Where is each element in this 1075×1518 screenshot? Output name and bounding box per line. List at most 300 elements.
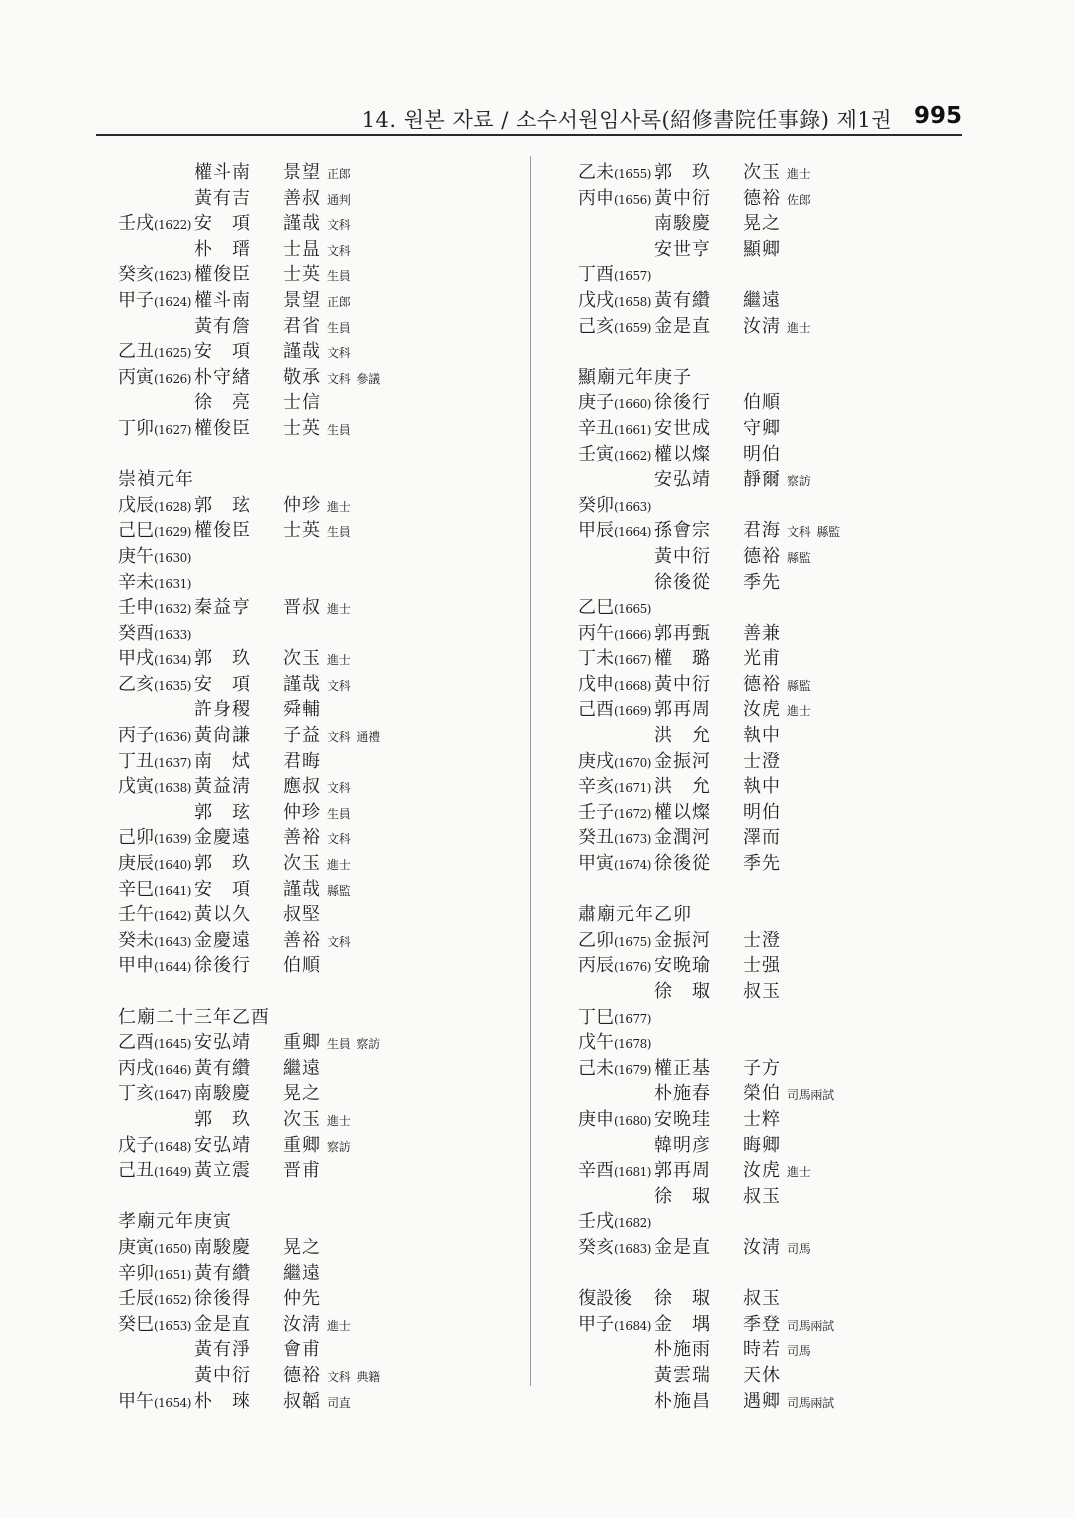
year-number: (1672) — [614, 806, 651, 821]
courtesy-name: 時若 — [743, 1339, 781, 1361]
record-line — [578, 467, 978, 493]
year-ganzhi: 戊寅 — [118, 776, 154, 798]
person-name: 金慶遠 — [194, 827, 251, 849]
record-line — [118, 1261, 518, 1287]
year-cell — [578, 928, 654, 956]
year-cell — [118, 595, 194, 623]
record-line — [578, 1005, 978, 1031]
rank-note: 文科 — [327, 832, 351, 847]
reign-heading: 崇禎元年 — [118, 469, 194, 491]
rank-note: 文科 — [327, 371, 351, 386]
person-name: 安世成 — [654, 417, 711, 439]
year-number: (1632) — [154, 602, 191, 617]
year-ganzhi: 甲申 — [118, 955, 154, 977]
year-ganzhi: 癸丑 — [578, 827, 614, 849]
year-cell — [578, 953, 654, 981]
rank-note: 生員 — [327, 1037, 351, 1052]
year-number: (1624) — [154, 294, 191, 309]
record-line — [118, 1235, 518, 1261]
person-name: 南駿慶 — [194, 1083, 251, 1105]
courtesy-name: 士英 — [283, 520, 321, 542]
record-line — [118, 1389, 518, 1415]
year-number: (1644) — [154, 960, 191, 975]
courtesy-name: 善裕 — [283, 827, 321, 849]
year-number: (1658) — [614, 294, 651, 309]
person-name: 黃尙謙 — [194, 725, 251, 747]
rank-note: 通判 — [327, 192, 351, 207]
rank-note: 正郎 — [327, 167, 351, 181]
year-ganzhi: 丙辰 — [578, 955, 614, 977]
record-line — [578, 621, 978, 647]
year-number: (1652) — [154, 1293, 191, 1308]
year-ganzhi: 癸卯 — [578, 494, 614, 516]
record-line — [578, 237, 978, 263]
year-number: (1640) — [154, 858, 191, 873]
person-name: 金 堣 — [654, 1313, 711, 1335]
year-number: (1659) — [614, 320, 651, 335]
rank-note: 進士 — [327, 1318, 351, 1333]
person-name: 金是直 — [654, 315, 711, 337]
person-name: 黃中衍 — [194, 1364, 251, 1386]
year-number: (1637) — [154, 755, 191, 770]
courtesy-name: 次玉 — [743, 162, 781, 183]
courtesy-name: 謹哉 — [283, 673, 321, 695]
year-cell — [118, 1312, 194, 1340]
record-line — [118, 1286, 518, 1312]
person-name: 黃有纘 — [194, 1262, 251, 1284]
record-line — [118, 493, 518, 519]
year-number: (1653) — [154, 1318, 191, 1333]
person-name: 徐後從 — [654, 853, 711, 875]
record-line — [578, 493, 978, 519]
person-name: 許身稷 — [194, 699, 251, 721]
courtesy-name: 善兼 — [743, 622, 781, 644]
page-number: 995 — [913, 103, 962, 129]
rank-note: 生員 — [327, 320, 351, 335]
year-ganzhi: 甲戌 — [118, 648, 154, 670]
courtesy-name: 次玉 — [283, 853, 321, 875]
year-ganzhi: 乙丑 — [118, 341, 154, 363]
record-line — [578, 1056, 978, 1082]
courtesy-name: 光甫 — [743, 648, 781, 670]
courtesy-name: 伯順 — [283, 955, 321, 977]
year-cell — [118, 1081, 194, 1109]
year-number: (1660) — [614, 397, 651, 412]
blank-line — [578, 339, 978, 365]
person-name: 朴施雨 — [654, 1339, 711, 1361]
year-number: (1680) — [614, 1113, 651, 1128]
blank-line — [118, 1184, 518, 1210]
year-ganzhi: 己巳 — [118, 520, 154, 542]
year-cell — [118, 1235, 194, 1263]
courtesy-name: 榮伯 — [743, 1083, 781, 1105]
courtesy-name: 叔玉 — [743, 1288, 781, 1310]
year-ganzhi: 庚辰 — [118, 853, 154, 875]
year-cell — [118, 1261, 194, 1289]
record-line — [578, 928, 978, 954]
column-divider — [530, 156, 531, 1386]
rank-note: 生員 — [327, 525, 351, 540]
year-ganzhi: 乙巳 — [578, 597, 614, 619]
courtesy-name: 汝淸 — [743, 1236, 781, 1258]
record-line — [118, 570, 518, 596]
year-number: (1623) — [154, 269, 191, 284]
courtesy-name: 明伯 — [743, 801, 781, 823]
year-ganzhi: 癸未 — [118, 929, 154, 951]
year-number: (1630) — [154, 550, 191, 565]
person-name: 朴施春 — [654, 1083, 711, 1105]
record-line — [118, 672, 518, 698]
record-line — [578, 774, 978, 800]
person-name: 黃中衍 — [654, 673, 711, 695]
year-ganzhi: 丁卯 — [118, 417, 154, 439]
year-ganzhi: 甲子 — [118, 289, 154, 311]
year-number: (1684) — [614, 1318, 651, 1333]
courtesy-name: 晋甫 — [283, 1160, 321, 1182]
year-cell — [118, 953, 194, 981]
record-line — [578, 1363, 978, 1389]
record-line — [118, 288, 518, 314]
year-ganzhi: 甲辰 — [578, 520, 614, 542]
year-number: (1633) — [154, 627, 191, 642]
year-ganzhi: 乙酉 — [118, 1032, 154, 1054]
record-line — [578, 1389, 978, 1415]
person-name: 權俊臣 — [194, 264, 251, 286]
record-line — [118, 800, 518, 826]
record-line — [118, 902, 518, 928]
rank-note: 通禮 — [356, 730, 380, 745]
year-cell — [578, 697, 654, 725]
courtesy-name: 舜輔 — [283, 699, 321, 721]
rank-note: 縣監 — [787, 550, 811, 565]
courtesy-name: 重卿 — [283, 1032, 321, 1054]
rank-note: 文科 — [327, 730, 351, 745]
year-number: (1643) — [154, 934, 191, 949]
courtesy-name: 子益 — [283, 725, 321, 747]
record-line — [118, 774, 518, 800]
person-name: 徐後行 — [194, 955, 251, 977]
rank-note: 生員 — [327, 269, 351, 284]
year-ganzhi: 丁巳 — [578, 1006, 614, 1028]
courtesy-name: 善裕 — [283, 929, 321, 951]
year-number: (1681) — [614, 1165, 651, 1180]
record-line — [118, 646, 518, 672]
person-name: 徐後行 — [654, 392, 711, 414]
blank-line — [118, 979, 518, 1005]
record-line — [118, 595, 518, 621]
rank-note: 佐郎 — [787, 192, 811, 207]
record-line — [118, 1363, 518, 1389]
record-line — [578, 160, 978, 186]
year-number: (1628) — [154, 499, 191, 514]
person-name: 郭再周 — [654, 699, 711, 721]
courtesy-name: 靜爾 — [743, 469, 781, 491]
courtesy-name: 德裕 — [743, 545, 781, 567]
record-line — [118, 314, 518, 340]
year-cell — [578, 851, 654, 879]
person-name: 徐 琡 — [654, 1185, 711, 1207]
person-name: 郭 玖 — [194, 853, 251, 875]
year-cell — [118, 621, 194, 649]
person-name: 安 項 — [194, 341, 251, 363]
record-line — [118, 621, 518, 647]
rank-note: 典籍 — [356, 1369, 380, 1384]
blank-line — [578, 877, 978, 903]
record-line — [118, 416, 518, 442]
courtesy-name: 季先 — [743, 853, 781, 875]
year-cell — [118, 493, 194, 521]
year-cell — [118, 211, 194, 239]
year-cell — [118, 723, 194, 751]
year-ganzhi: 丁亥 — [118, 1083, 154, 1105]
left-column — [118, 160, 518, 1414]
year-cell — [578, 672, 654, 700]
record-line — [118, 1030, 518, 1056]
courtesy-name: 晃之 — [283, 1083, 321, 1105]
year-cell — [578, 518, 654, 546]
year-ganzhi: 乙卯 — [578, 929, 614, 951]
year-ganzhi: 甲午 — [118, 1390, 154, 1412]
courtesy-name: 謹哉 — [283, 878, 321, 900]
year-number: (1678) — [614, 1037, 651, 1052]
record-line — [578, 1081, 978, 1107]
year-cell — [578, 595, 654, 623]
year-number: (1636) — [154, 730, 191, 745]
year-number: (1639) — [154, 832, 191, 847]
year-number: (1668) — [614, 678, 651, 693]
year-ganzhi: 丙戌 — [118, 1057, 154, 1079]
person-name: 朴 瑨 — [194, 238, 251, 260]
record-line — [118, 160, 518, 186]
rank-note: 文科 — [327, 243, 351, 258]
record-line — [118, 262, 518, 288]
person-name: 朴守緖 — [194, 366, 251, 388]
courtesy-name: 士英 — [283, 417, 321, 439]
courtesy-name: 景望 — [283, 289, 321, 311]
courtesy-name: 伯順 — [743, 392, 781, 414]
year-number: (1657) — [614, 269, 651, 284]
person-name: 郭 玖 — [194, 648, 251, 670]
person-name: 安晩珪 — [654, 1108, 711, 1130]
record-line — [578, 518, 978, 544]
year-cell — [118, 518, 194, 546]
rank-note: 進士 — [787, 704, 811, 719]
year-cell — [118, 1158, 194, 1186]
year-ganzhi: 丙子 — [118, 725, 154, 747]
year-cell — [578, 1158, 654, 1186]
courtesy-name: 守卿 — [743, 417, 781, 439]
blank-line — [578, 1261, 978, 1287]
year-cell — [118, 1389, 194, 1417]
year-ganzhi: 丙申 — [578, 187, 614, 209]
person-name: 安 項 — [194, 878, 251, 900]
year-number: (1682) — [614, 1216, 651, 1231]
blank-line — [118, 442, 518, 468]
year-ganzhi: 壬戌 — [118, 213, 154, 235]
year-ganzhi: 癸酉 — [118, 622, 154, 644]
rank-note: 進士 — [787, 167, 811, 181]
record-line — [118, 723, 518, 749]
record-line — [578, 723, 978, 749]
year-ganzhi: 己丑 — [118, 1160, 154, 1182]
rank-note: 文科 — [327, 218, 351, 233]
year-cell — [118, 262, 194, 290]
record-line — [118, 1158, 518, 1184]
record-line — [578, 697, 978, 723]
courtesy-name: 次玉 — [283, 1108, 321, 1130]
courtesy-name: 繼遠 — [283, 1262, 321, 1284]
year-ganzhi: 庚寅 — [118, 1236, 154, 1258]
person-name: 權俊臣 — [194, 520, 251, 542]
year-number: (1677) — [614, 1011, 651, 1026]
rank-note: 進士 — [787, 320, 811, 335]
year-cell — [578, 1056, 654, 1084]
reign-heading: 顯廟元年庚子 — [578, 366, 692, 388]
record-line — [578, 1158, 978, 1184]
person-name: 黃有纘 — [194, 1057, 251, 1079]
courtesy-name: 執中 — [743, 776, 781, 798]
person-name: 洪 允 — [654, 725, 711, 747]
record-line — [118, 851, 518, 877]
year-number: (1663) — [614, 499, 651, 514]
year-cell — [118, 339, 194, 367]
record-line — [118, 518, 518, 544]
year-ganzhi: 壬寅 — [578, 443, 614, 465]
person-name: 金振河 — [654, 750, 711, 772]
rank-note: 生員 — [327, 806, 351, 821]
year-cell — [578, 825, 654, 853]
person-name: 郭 玖 — [194, 1108, 251, 1130]
year-cell — [578, 1312, 654, 1340]
record-line — [578, 953, 978, 979]
courtesy-name: 叔玉 — [743, 1185, 781, 1207]
year-number: (1647) — [154, 1088, 191, 1103]
rank-note: 司馬兩試 — [787, 1318, 834, 1333]
reign-heading: 肅廟元年乙卯 — [578, 904, 692, 926]
courtesy-name: 顯卿 — [743, 238, 781, 260]
year-number: (1627) — [154, 422, 191, 437]
person-name: 孫會宗 — [654, 520, 711, 542]
rank-note: 正郎 — [327, 294, 351, 309]
record-line — [118, 186, 518, 212]
record-line — [118, 953, 518, 979]
year-ganzhi: 庚午 — [118, 545, 154, 567]
year-ganzhi: 辛巳 — [118, 878, 154, 900]
year-number: (1622) — [154, 218, 191, 233]
rank-note: 進士 — [327, 602, 351, 617]
person-name: 安世亨 — [654, 238, 711, 260]
person-name: 韓明彦 — [654, 1134, 711, 1156]
year-ganzhi: 庚戌 — [578, 750, 614, 772]
courtesy-name: 會甫 — [283, 1339, 321, 1361]
year-cell — [578, 262, 654, 290]
year-number: (1651) — [154, 1267, 191, 1282]
person-name: 朴施昌 — [654, 1390, 711, 1412]
person-name: 郭 玹 — [194, 801, 251, 823]
rank-note: 司馬兩試 — [787, 1395, 834, 1410]
courtesy-name: 德裕 — [743, 187, 781, 209]
year-ganzhi: 戊子 — [118, 1134, 154, 1156]
year-cell — [578, 1209, 654, 1237]
courtesy-name: 士澄 — [743, 750, 781, 772]
person-name: 金慶遠 — [194, 929, 251, 951]
record-line — [578, 186, 978, 212]
record-line — [578, 1133, 978, 1159]
person-name: 徐後從 — [654, 571, 711, 593]
person-name: 金潤河 — [654, 827, 711, 849]
page-header — [96, 100, 962, 136]
year-ganzhi: 癸亥 — [118, 264, 154, 286]
courtesy-name: 善叔 — [283, 187, 321, 209]
year-cell — [578, 160, 654, 188]
record-line — [118, 211, 518, 237]
year-number: (1646) — [154, 1062, 191, 1077]
rank-note: 縣監 — [327, 883, 351, 898]
rank-note: 文科 — [327, 346, 351, 361]
person-name: 安晩瑜 — [654, 955, 711, 977]
year-ganzhi: 癸亥 — [578, 1236, 614, 1258]
year-ganzhi: 壬戌 — [578, 1211, 614, 1233]
person-name: 權 璐 — [654, 648, 711, 670]
rank-note: 進士 — [327, 858, 351, 873]
person-name: 安 項 — [194, 213, 251, 235]
person-name: 權正基 — [654, 1057, 711, 1079]
courtesy-name: 汝虎 — [743, 699, 781, 721]
year-cell — [118, 365, 194, 393]
record-line — [578, 800, 978, 826]
year-ganzhi: 辛丑 — [578, 417, 614, 439]
year-ganzhi: 甲寅 — [578, 853, 614, 875]
rank-note: 文科 — [787, 525, 811, 540]
year-number: (1625) — [154, 346, 191, 361]
courtesy-name: 季登 — [743, 1313, 781, 1335]
year-ganzhi: 戊戌 — [578, 289, 614, 311]
year-ganzhi: 壬午 — [118, 904, 154, 926]
courtesy-name: 仲珍 — [283, 801, 321, 823]
record-line — [578, 979, 978, 1005]
year-ganzhi: 己酉 — [578, 699, 614, 721]
year-ganzhi: 丁酉 — [578, 264, 614, 286]
rank-note: 進士 — [787, 1165, 811, 1180]
courtesy-name: 遇卿 — [743, 1390, 781, 1412]
rank-note: 文科 — [327, 781, 351, 796]
record-line — [578, 1337, 978, 1363]
record-line — [578, 749, 978, 775]
record-line — [118, 697, 518, 723]
courtesy-name: 敬承 — [283, 366, 321, 388]
year-number: (1669) — [614, 704, 651, 719]
year-cell — [578, 493, 654, 521]
person-name: 黃有詹 — [194, 315, 251, 337]
courtesy-name: 汝淸 — [283, 1313, 321, 1335]
record-line — [578, 1286, 978, 1312]
reign-heading: 孝廟元年庚寅 — [118, 1211, 232, 1233]
year-cell — [118, 1133, 194, 1161]
year-cell — [578, 1005, 654, 1033]
record-line — [578, 390, 978, 416]
person-name: 安 項 — [194, 673, 251, 695]
courtesy-name: 君省 — [283, 315, 321, 337]
year-cell — [118, 544, 194, 572]
rank-note: 司馬兩試 — [787, 1088, 834, 1103]
year-cell — [118, 416, 194, 444]
rank-note: 生員 — [327, 422, 351, 437]
year-number: (1642) — [154, 909, 191, 924]
year-cell — [578, 749, 654, 777]
person-name: 洪 允 — [654, 776, 711, 798]
year-number: (1661) — [614, 422, 651, 437]
rank-note: 司馬 — [787, 1241, 811, 1256]
